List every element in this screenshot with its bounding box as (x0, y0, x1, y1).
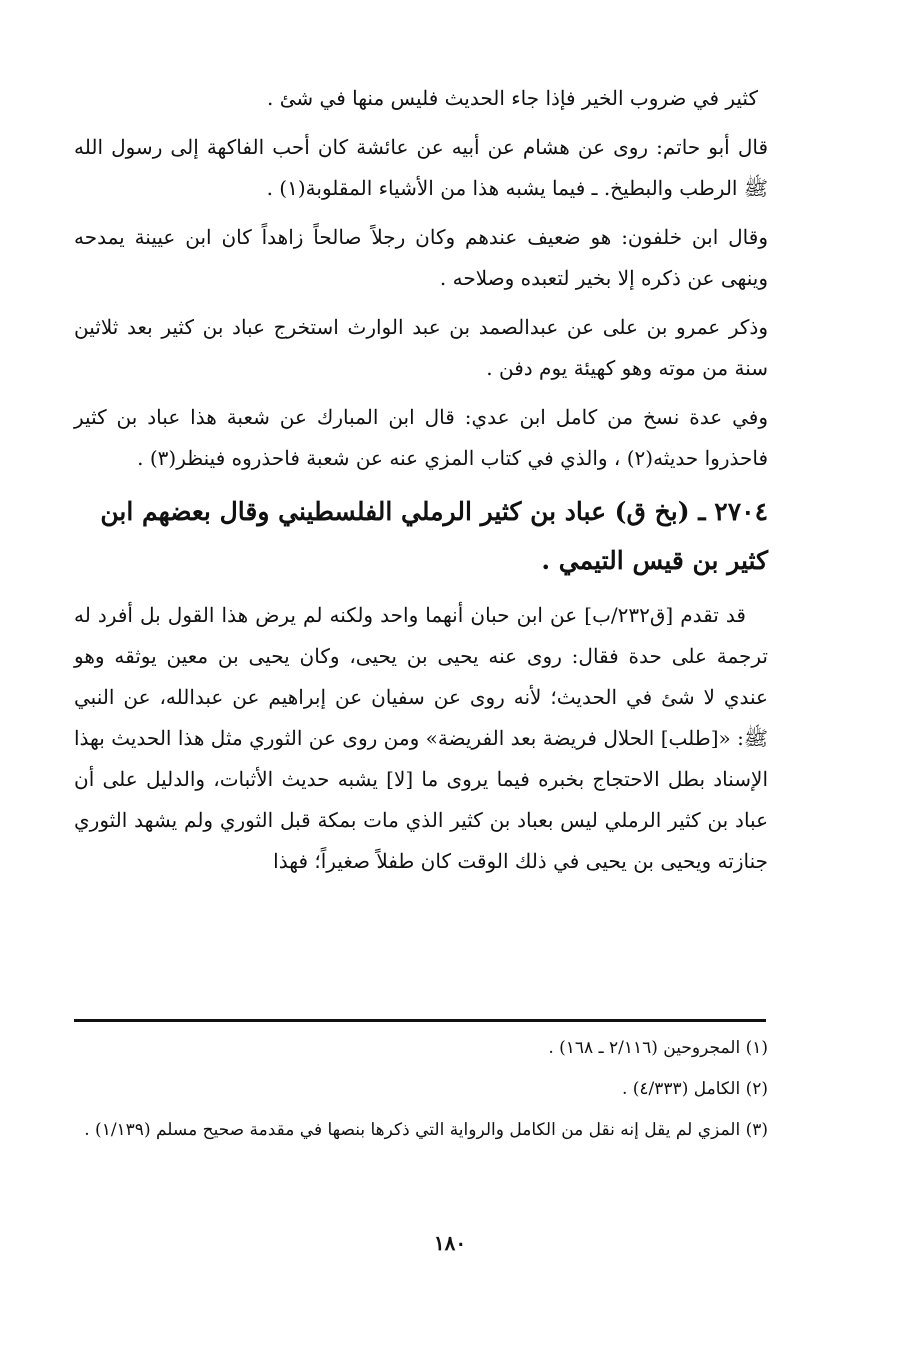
paragraph: قال أبو حاتم: روى عن هشام عن أبيه عن عائشة كان أحب الفاكهة إلى رسول الله ﷺ الرطب والبطيخ. ـ فيما يشبه هذا من الأشياء المقلوبة(١) . (74, 135, 768, 200)
entry-body: قد تقدم [ق٢٣٢/ب] عن ابن حبان أنهما واحد ولكنه لم يرض هذا القول بل أفرد له ترجمة على حدة فقال: روى عنه يحيى بن يحيى، وكان يحيى بن معين يوثقه وهو عندي لا شئ في الحديث؛ لأنه روى عن سفيان عن إبراهيم عن عبدالله، عن النبي ﷺ: «[طلب] الحلال فريضة بعد الفريضة» ومن روى عن الثوري مثل هذا الحديث بهذا الإسناد بطل الاحتجاج بخبره فيما يروى ما [لا] يشبه حديث الأثبات، والدليل على أن عباد بن كثير الرملي ليس بعباد بن كثير الذي مات بمكة قبل الثوري ولم يشهد الثوري جنازته ويحيى بن يحيى في ذلك الوقت كان طفلاً صغيراً؛ فهذا (74, 603, 768, 873)
footnote: (٣) المزي لم يقل إنه نقل من الكامل والرواية التي ذكرها بنصها في مقدمة صحيح مسلم (١/١٣٩) . (84, 1120, 768, 1140)
paragraph: وذكر عمرو بن على عن عبدالصمد بن عبد الوارث استخرج عباد بن كثير بعد ثلاثين سنة من موته وهو كهيئة يوم دفن . (74, 315, 768, 380)
paragraph: وقال ابن خلفون: هو ضعيف عندهم وكان رجلاً صالحاً زاهداً كان ابن عيينة يمدحه وينهى عن ذكره إلا بخير لتعبده وصلاحه . (74, 225, 768, 290)
entry-heading: ٢٧٠٤ ـ (بخ ق) عباد بن كثير الرملي الفلسطيني وقال بعضهم ابن كثير بن قيس التيمي . (100, 497, 768, 575)
footnotes (74, 1030, 768, 1153)
paragraph: كثير في ضروب الخير فإذا جاء الحديث فليس منها في شئ . (267, 86, 758, 110)
paragraph: وفي عدة نسخ من كامل ابن عدي: قال ابن المبارك عن شعبة هذا عباد بن كثير فاحذروا حديثه(٢) ، والذي في كتاب المزي عنه عن شعبة فاحذروه فينظر(٣) . (74, 405, 769, 470)
footnote-separator (74, 1019, 766, 1022)
footnote: (١) المجروحين (٢/١١٦ ـ ١٦٨) . (548, 1038, 768, 1058)
page-number: ١٨٠ (433, 1231, 467, 1255)
main-text (74, 78, 768, 882)
footnote: (٢) الكامل (٤/٣٣٣) . (621, 1079, 768, 1099)
